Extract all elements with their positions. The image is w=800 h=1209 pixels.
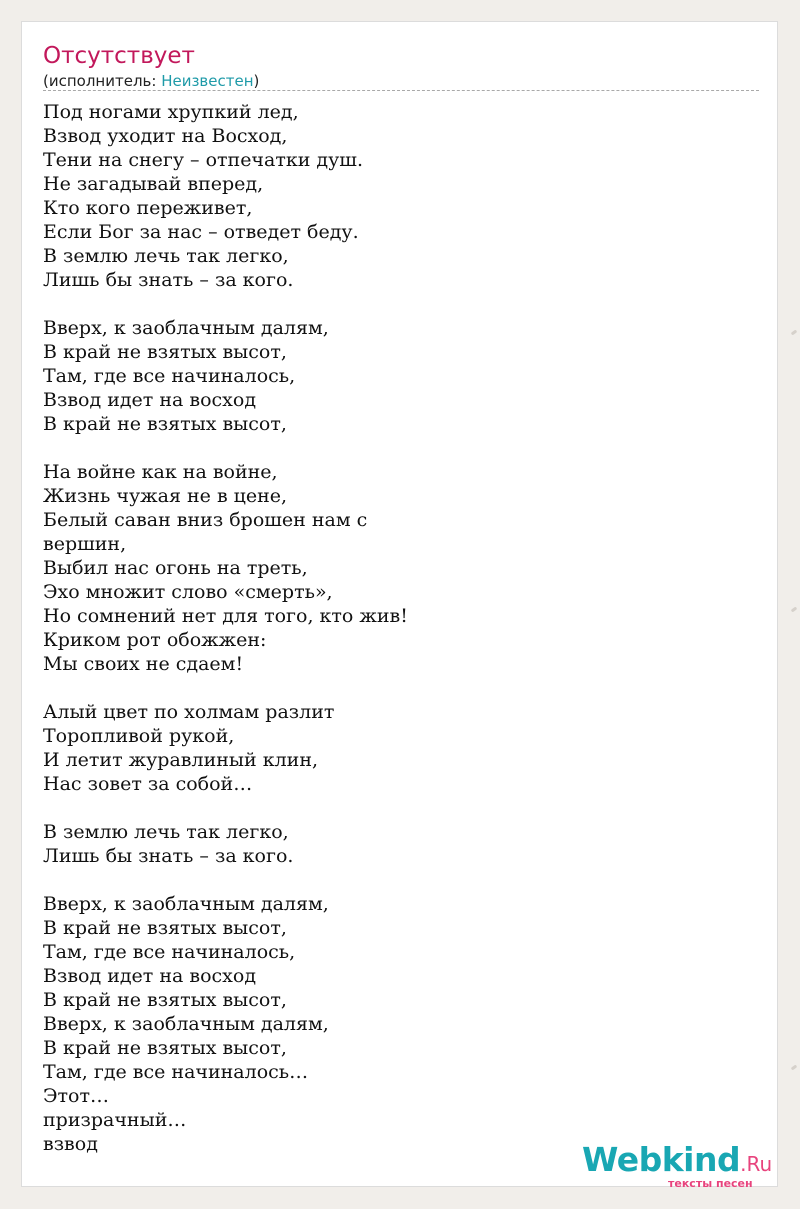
brand-tld: .Ru xyxy=(740,1152,773,1176)
divider xyxy=(43,90,759,91)
background-speck xyxy=(791,607,798,613)
artist-suffix: ) xyxy=(253,72,260,90)
song-title: Отсутствует xyxy=(43,43,195,69)
brand-logo[interactable] xyxy=(582,1140,782,1190)
artist-link[interactable]: Неизвестен xyxy=(161,72,254,90)
brand-name: Webkind xyxy=(582,1140,741,1179)
artist-prefix: (исполнитель: xyxy=(43,72,162,90)
brand-tagline: тексты песен xyxy=(668,1177,753,1190)
background-speck xyxy=(791,330,798,336)
lyrics-text: Под ногами хрупкий лед, Взвод уходит на Восход, Тени на снегу – отпечатки душ. Не загадывай вперед, Кто кого переживет, Если Бог за нас – отведет беду. В землю лечь так легко, Лишь бы знать – за кого. Вверх, к заоблачным далям, В край не взятых высот, Там, где все начиналось, Взвод идет на восход В край не взятых высот, На войне как на войне, Жизнь чужая не в цене, Белый саван вниз брошен нам с вершин, Выбил нас огонь на треть, Эхо множит слово «смерть», Но сомнений нет для того, кто жив! Криком рот обожжен: Мы своих не сдаем! Алый цвет по холмам разлит Торопливой рукой, И летит журавлиный клин, Нас зовет за собой… В землю лечь так легко, Лишь бы знать – за кого. Вверх, к заоблачным далям, В край не взятых высот, Там, где все начиналось, Взвод идет на восход В край не взятых высот, Вверх, к заоблачным далям, В край не взятых высот, Там, где все начиналось… Этот… призрачный… взвод xyxy=(43,101,408,1155)
lyrics-card xyxy=(21,21,778,1190)
background-speck xyxy=(791,1065,798,1071)
artist-line xyxy=(43,71,259,91)
